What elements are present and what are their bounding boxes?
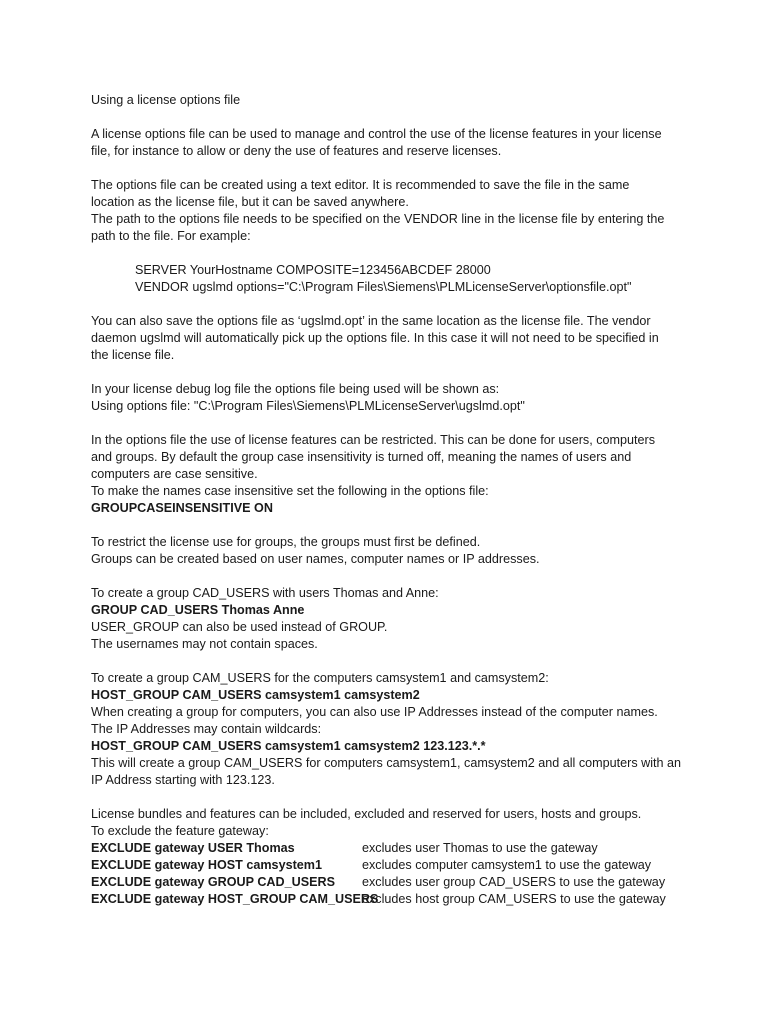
cam-group-command: HOST_GROUP CAM_USERS camsystem1 camsystem2 [91, 688, 420, 702]
create-line: location as the license file, but it can be saved anywhere. [91, 195, 409, 209]
cad-group-command: GROUP CAD_USERS Thomas Anne [91, 603, 305, 617]
cam-group-note: This will create a group CAM_USERS for computers camsystem1, camsystem2 and all computers with an [91, 756, 682, 770]
restrict-line: To make the names case insensitive set the following in the options file: [91, 484, 489, 498]
save-line: You can also save the options file as ‘ugslmd.opt’ in the same location as the license file. The vendor [91, 314, 651, 328]
bundles-line: To exclude the feature gateway: [91, 824, 269, 838]
debug-line: In your license debug log file the options file being used will be shown as: [91, 382, 500, 396]
intro-line: file, for instance to allow or deny the use of features and reserve licenses. [91, 144, 502, 158]
exclude-command: EXCLUDE gateway USER Thomas [91, 841, 295, 855]
save-line: daemon ugslmd will automatically pick up the options file. In this case it will not need to be specified in [91, 331, 659, 345]
save-line: the license file. [91, 348, 175, 362]
cam-group-intro: To create a group CAM_USERS for the computers camsystem1 and camsystem2: [91, 671, 549, 685]
cam-group-wildcard-command: HOST_GROUP CAM_USERS camsystem1 camsystem2 123.123.*.* [91, 739, 486, 753]
cad-group-note: USER_GROUP can also be used instead of GROUP. [91, 620, 388, 634]
exclude-command: EXCLUDE gateway HOST_GROUP CAM_USERS [91, 892, 379, 906]
cam-group-note: IP Address starting with 123.123. [91, 773, 275, 787]
exclude-command: EXCLUDE gateway HOST camsystem1 [91, 858, 322, 872]
exclude-row [91, 857, 691, 874]
exclude-row [91, 891, 691, 908]
case-insensitive-command: GROUPCASEINSENSITIVE ON [91, 501, 273, 515]
cad-group-intro: To create a group CAD_USERS with users Thomas and Anne: [91, 586, 439, 600]
debug-line: Using options file: "C:\Program Files\Siemens\PLMLicenseServer\ugslmd.opt" [91, 399, 525, 413]
exclude-row [91, 840, 691, 857]
document-title: Using a license options file [91, 93, 241, 107]
create-line: The path to the options file needs to be specified on the VENDOR line in the license file by entering the [91, 212, 665, 226]
create-line: path to the file. For example: [91, 229, 251, 243]
restrict-line: and groups. By default the group case insensitivity is turned off, meaning the names of users and [91, 450, 632, 464]
exclude-description: excludes host group CAM_USERS to use the gateway [362, 892, 666, 906]
cad-group-note: The usernames may not contain spaces. [91, 637, 318, 651]
exclude-description: excludes user Thomas to use the gateway [362, 841, 598, 855]
exclude-row [91, 874, 691, 891]
intro-line: A license options file can be used to manage and control the use of the license features in your license [91, 127, 662, 141]
exclude-description: excludes user group CAD_USERS to use the gateway [362, 875, 666, 889]
document-body [91, 92, 691, 908]
exclude-command: EXCLUDE gateway GROUP CAD_USERS [91, 875, 336, 889]
example-server-line: SERVER YourHostname COMPOSITE=123456ABCDEF 28000 [135, 263, 491, 277]
exclude-description: excludes computer camsystem1 to use the gateway [362, 858, 652, 872]
cam-group-note: When creating a group for computers, you can also use IP Addresses instead of the computer names. [91, 705, 658, 719]
restrict-line: In the options file the use of license features can be restricted. This can be done for users, computers [91, 433, 656, 447]
example-vendor-line: VENDOR ugslmd options="C:\Program Files\Siemens\PLMLicenseServer\optionsfile.opt" [135, 280, 632, 294]
cam-group-note: The IP Addresses may contain wildcards: [91, 722, 322, 736]
groups-line: Groups can be created based on user names, computer names or IP addresses. [91, 552, 540, 566]
create-line: The options file can be created using a text editor. It is recommended to save the file in the same [91, 178, 630, 192]
restrict-line: computers are case sensitive. [91, 467, 258, 481]
groups-line: To restrict the license use for groups, the groups must first be defined. [91, 535, 481, 549]
bundles-line: License bundles and features can be included, excluded and reserved for users, hosts and groups. [91, 807, 642, 821]
